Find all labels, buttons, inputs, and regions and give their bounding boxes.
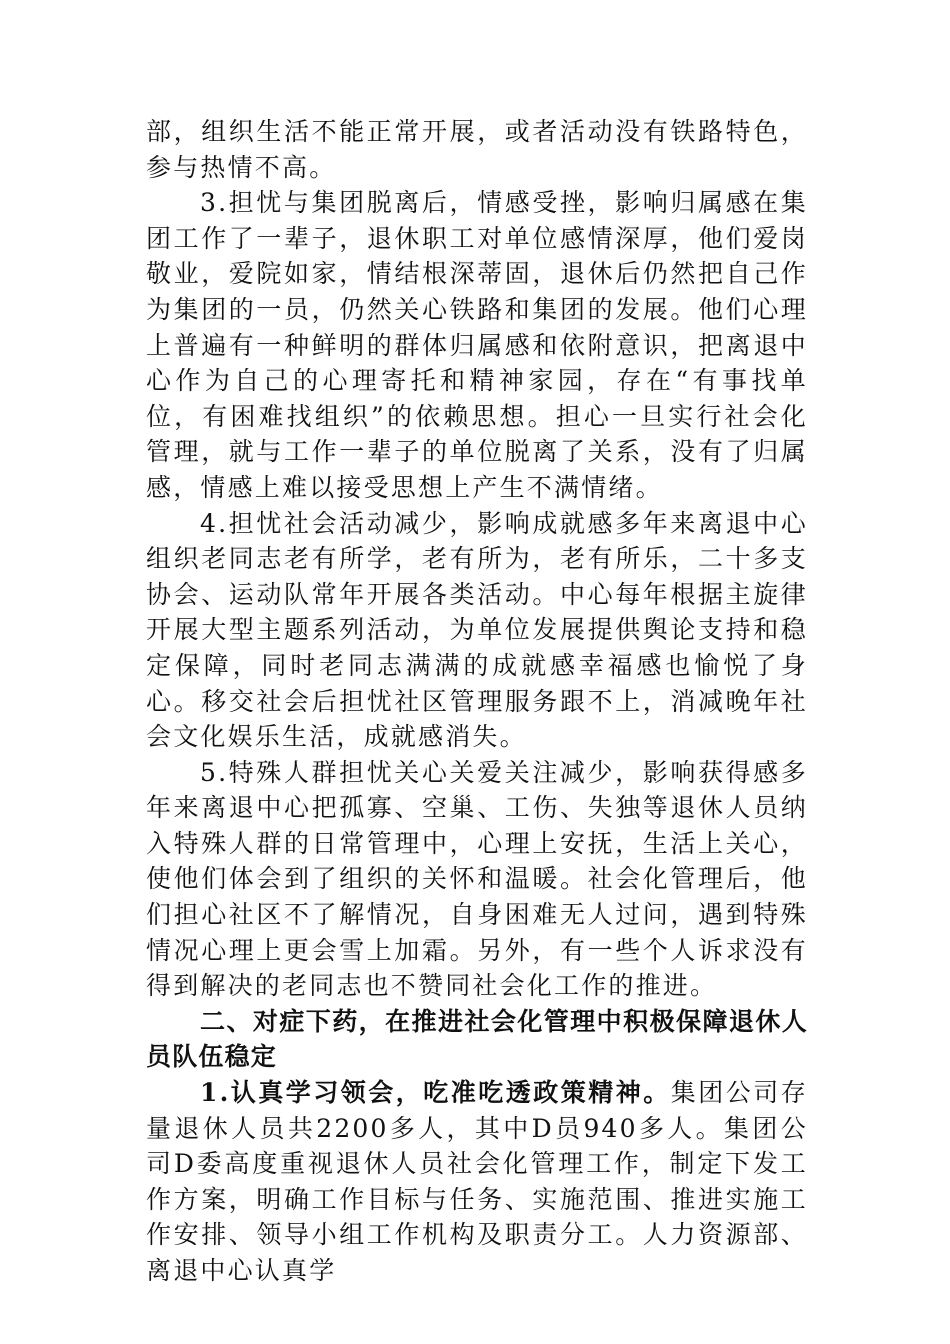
paragraph-continuation: 部，组织生活不能正常开展，或者活动没有铁路特色，参与热情不高。: [146, 117, 808, 182]
paragraph-body: 集团公司存量退休人员共2200多人，其中D员940多人。集团公司D委高度重视退休人员社会化管理工作，制定下发工作方案，明确工作目标与任务、实施范围、推进实施工作安排、领导小组工作机构及职责分工。人力资源部、离退中心认真学: [146, 1078, 808, 1285]
section-heading-2: 二、对症下药，在推进社会化管理中积极保障退休人员队伍稳定: [146, 1006, 808, 1072]
paragraph-item-5: 5.特殊人群担忧关心关爱关注减少，影响获得感多年来离退中心把孤寡、空巢、工伤、失独等退休人员纳入特殊人群的日常管理中，心理上安抚，生活上关心，使他们体会到了组织的关怀和温暖。社会化管理后，他们担心社区不了解情况，自身困难无人过问，遇到特殊情况心理上更会雪上加霜。另外，有一些个人诉求没有得到解决的老同志也不赞同社会化工作的推进。: [146, 757, 808, 1001]
paragraph-section2-item-1: [146, 1075, 808, 1289]
paragraph-item-3: 3.担忧与集团脱离后，情感受挫，影响归属感在集团工作了一辈子，退休职工对单位感情深厚，他们爱岗敬业，爱院如家，情结根深蒂固，退休后仍然把自己作为集团的一员，仍然关心铁路和集团的发展。他们心理上普遍有一种鲜明的群体归属感和依附意识，把离退中心作为自己的心理寄托和精神家园，存在“有事找单位，有困难找组织”的依赖思想。担心一旦实行社会化管理，就与工作一辈子的单位脱离了关系，没有了归属感，情感上难以接受思想上产生不满情绪。: [146, 188, 808, 502]
paragraph-lead-bold: 1.认真学习领会，吃准吃透政策精神。: [200, 1078, 671, 1108]
document-body: [146, 114, 808, 1289]
paragraph-item-4: 4.担忧社会活动减少，影响成就感多年来离退中心组织老同志老有所学，老有所为，老有所乐，二十多支协会、运动队常年开展各类活动。中心每年根据主旋律开展大型主题系列活动，为单位发展提供舆论支持和稳定保障，同时老同志满满的成就感幸福感也愉悦了身心。移交社会后担忧社区管理服务跟不上，消减晚年社会文化娱乐生活，成就感消失。: [146, 508, 808, 752]
